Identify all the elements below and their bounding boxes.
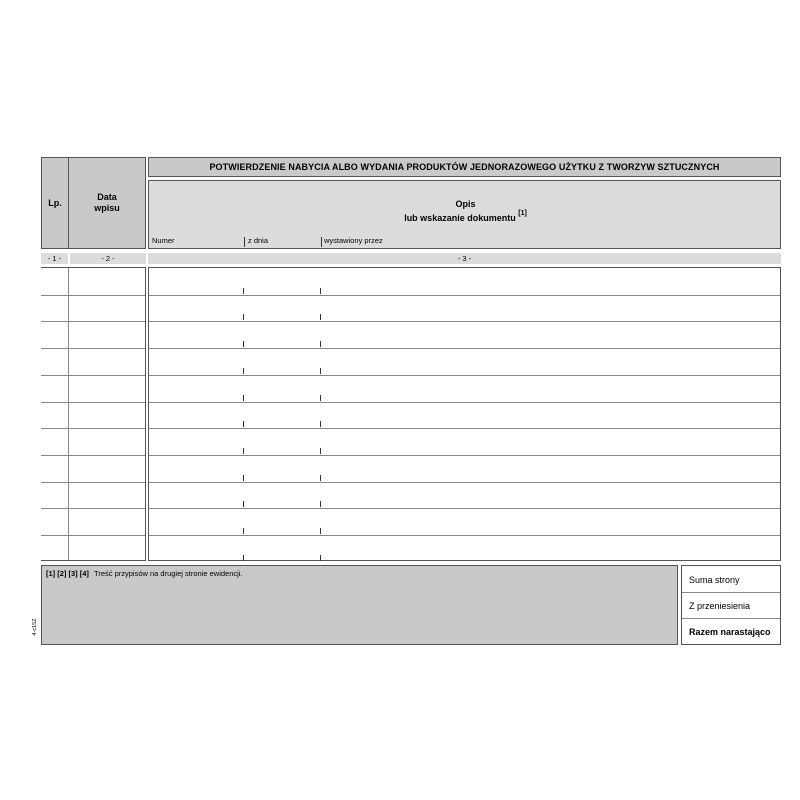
- subheader-wystawiony-przez: wystawiony przez: [324, 236, 383, 245]
- field-separator-tick: [243, 395, 244, 401]
- z-przeniesienia-label: Z przeniesienia: [689, 600, 751, 611]
- table-row-line: [149, 375, 780, 376]
- footnote-refs: [1] [2] [3] [4]: [46, 569, 89, 578]
- table-row-line: [41, 348, 145, 349]
- table-row-line: [149, 348, 780, 349]
- field-separator-tick: [320, 421, 321, 427]
- field-separator-tick: [320, 448, 321, 454]
- subheader-divider: [244, 237, 245, 247]
- column-number-1-text: - 1 -: [47, 254, 62, 263]
- field-separator-tick: [320, 395, 321, 401]
- subheader-divider: [321, 237, 322, 247]
- column-header-data-wpisu: [68, 157, 146, 249]
- footnote-box: [41, 565, 678, 645]
- table-row-line: [41, 428, 145, 429]
- column-number-2-text: - 2 -: [101, 254, 115, 263]
- table-row-line: [41, 455, 145, 456]
- field-separator-tick: [320, 501, 321, 507]
- table-row-line: [149, 535, 780, 536]
- opis-label-line2: lub wskazanie dokumentu: [404, 213, 516, 223]
- field-separator-tick: [320, 528, 321, 534]
- field-separator-tick: [320, 314, 321, 320]
- subheader-z-dnia: z dnia: [248, 236, 269, 245]
- table-row-line: [41, 402, 145, 403]
- table-row-line: [41, 508, 145, 509]
- table-row-line: [149, 482, 780, 483]
- form-title: [148, 157, 781, 177]
- table-row-line: [149, 508, 780, 509]
- table-row-line: [149, 455, 780, 456]
- table-row-line: [149, 295, 780, 296]
- lp-label: Lp.: [48, 198, 62, 208]
- opis-footnote-ref: [1]: [518, 210, 527, 217]
- field-separator-tick: [320, 341, 321, 347]
- table-row-line: [149, 321, 780, 322]
- opis-label: [149, 199, 782, 224]
- form-code: 4-c15Z: [32, 618, 38, 636]
- field-separator-tick: [243, 448, 244, 454]
- table-row-line: [41, 482, 145, 483]
- opis-label-line1: Opis: [455, 199, 476, 209]
- field-separator-tick: [320, 555, 321, 561]
- column-header-lp: [41, 157, 69, 249]
- table-row-line: [149, 402, 780, 403]
- entry-table-left: [41, 267, 146, 561]
- data-label-line1: Data: [97, 192, 117, 202]
- field-separator-tick: [243, 528, 244, 534]
- field-separator-tick: [243, 555, 244, 561]
- field-separator-tick: [243, 421, 244, 427]
- column-number-2: [70, 253, 146, 264]
- data-label-line2: wpisu: [94, 203, 120, 213]
- razem-narastajaco-label: Razem narastająco: [689, 626, 771, 637]
- summary-box: [681, 565, 781, 645]
- table-row-line: [41, 295, 145, 296]
- column-divider: [68, 268, 69, 560]
- subheader-numer: Numer: [152, 236, 175, 245]
- opis-label-line2-wrap: [149, 210, 782, 224]
- column-number-3-text: - 3 -: [457, 254, 472, 263]
- footnote-text: Treść przypisów na drugiej stronie ewidencji.: [94, 569, 243, 578]
- table-row-line: [41, 535, 145, 536]
- column-header-opis: [148, 180, 781, 249]
- suma-strony-label: Suma strony: [689, 574, 740, 585]
- field-separator-tick: [243, 368, 244, 374]
- entry-table-right: [148, 267, 781, 561]
- field-separator-tick: [320, 475, 321, 481]
- field-separator-tick: [243, 314, 244, 320]
- column-number-3: [148, 253, 781, 264]
- field-separator-tick: [243, 501, 244, 507]
- table-row-line: [41, 375, 145, 376]
- field-separator-tick: [243, 288, 244, 294]
- column-number-1: [41, 253, 68, 264]
- field-separator-tick: [243, 475, 244, 481]
- field-separator-tick: [320, 288, 321, 294]
- table-row-line: [41, 321, 145, 322]
- field-separator-tick: [320, 368, 321, 374]
- field-separator-tick: [243, 341, 244, 347]
- table-row-line: [149, 428, 780, 429]
- form-title-text: POTWIERDZENIE NABYCIA ALBO WYDANIA PRODUKTÓW JEDNORAZOWEGO UŻYTKU Z TWORZYW SZTUCZNYCH: [209, 162, 720, 172]
